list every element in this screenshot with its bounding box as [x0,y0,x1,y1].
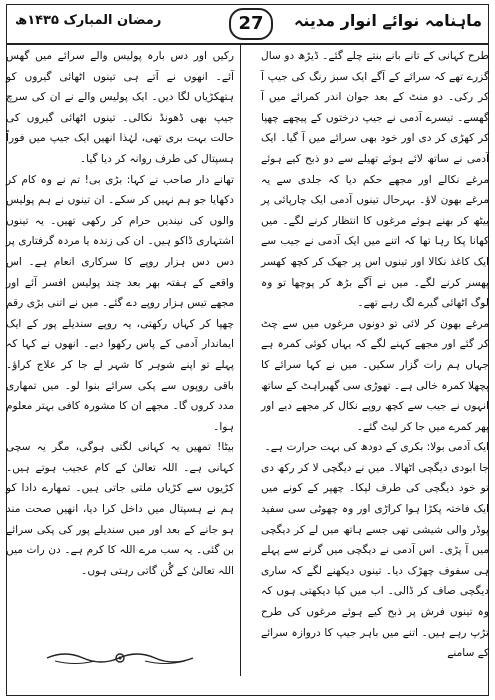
page-number: 27 [229,8,273,40]
column-left [6,46,234,581]
paragraph: رکیں اور دس بارہ پولیس والے سرائے میں گھس آئے۔ انھوں نے آتے ہی تینوں اٹھائی گیروں کو ہتھکڑیاں لگا دیں۔ ایک پولیس والے نے ان کی سرچ جیپ بھی ڈھونڈ نکالی۔ تینوں اٹھائی گیروں کی حالت بہت بری تھی، لہٰذا انھیں ایک جیپ میں فوراً ہسپتال کی طرف روانہ کر دیا گیا۔ [6,50,234,165]
end-ornament-icon [40,648,200,668]
column-divider [240,44,241,676]
paragraph: طرح کہانی کے تانے بانے بنتے چلے گئے۔ ڈیڑھ دو سال گزرے تھے کہ سرائے کے آگے ایک سبز رنگ کی جیپ آ کر رکی۔ دو منٹ کے بعد جوان اندر کمرائے میں آ گھسے۔ تیسرے آدمی نے جیپ درختوں کے پیچھے چھپا کر کھڑی کر دی اور خود بھی سرائے میں آ گیا۔ ایک آدمی نے ساتھ لائے ہوئے تھیلے سے دو ذبح کیے ہوئے مرغے نکالے اور مجھے حکم دیا کہ جلدی سے یہ مرغے بھون لاؤ۔ بہرحال تینوں آدمی ایک چارپائی پر بیٹھ کر بھنے ہوئے مرغوں کا انتظار کرنے لگے۔ میں کھانا پکا رہا تھا کہ اتنے میں ایک آدمی نے جیب سے ایک کاغذ نکالا اور تینوں اس پر جھک کر کچھ کھسر پھسر کرنے لگے۔ میں نے آگے بڑھ کر پوچھا تو وہ لوگ اٹھائی گیرے لگ رہے تھے۔ [261,50,489,310]
paragraph: بیٹا! تمھیں یہ کہانی لگتی ہوگی، مگر یہ سچی کہانی ہے۔ اللہ تعالیٰ کے کام عجیب ہوتے ہیں۔ کڑیوں سے کڑیاں ملتی جاتی ہیں۔ تمھارے دادا کو ہم نے ہسپتال میں داخل کرا دیا، انھیں صحت مند ہو جانے کے بعد اور میں سندیلے پور کی پکی سرائے بن گئی۔ یہ سب مرے اللہ کا کرم ہے۔ دن رات میں اللہ تعالیٰ کے گُن گاتی رہتی ہوں۔ [6,441,234,577]
paragraph: تھانے دار صاحب نے کہا: بڑی بی! تم نے وہ کام کر دکھایا جو ہم نہیں کر سکے۔ ان تینوں نے ہم پولیس والوں کی نیندیں حرام کر رکھی تھیں۔ یہ تینوں اشتہاری ڈاکو ہیں۔ ان کی زندہ یا مردہ گرفتاری پر دس دس ہزار روپے کا سرکاری انعام ہے۔ اس واقعے کے ہفتہ بھر بعد چند پولیس افسر آئے اور مجھے تیس ہزار روپے دے گئے۔ میں نے اتنی بڑی رقم چھپا کر کہاں رکھتی، یہ روپے سندیلے پور کے ایک ایماندار آدمی کے پاس رکھوا دیے۔ انھوں نے کہا کہ پہلے تو اپنے شوہر کا شہر لے جا کر علاج کراؤ۔ باقی روپوں سے پکی سرائے بنوا لو۔ میں تمھاری مدد کروں گا۔ مجھے ان کا مشورہ کافی بہتر معلوم ہوا۔ [6,173,234,433]
magazine-title: ماہنامہ نوائے انوار مدینہ [293,11,482,30]
paragraph: مرغے بھون کر لائی تو دونوں مرغوں میں سے چٹ کر گئے اور مجھے کہنے لگے کہ یہاں کوئی کمرہ ہے جہاں ہم رات گزار سکیں۔ میں نے کہا سرائے کا پچھلا کمرہ خالی ہے۔ تھوڑی سی گھبراہٹ کے ساتھ انہوں نے جیب سے کچھ روپے نکال کر مجھے دیے اور پھر کمرے میں جا کر لیٹ گئے۔ [261,317,489,433]
column-right [261,46,489,664]
page-header [7,5,488,45]
paragraph: ایک آدمی بولا: بکری کے دودھ کی بہت حرارت ہے۔ [264,441,489,454]
issue-date: رمضان المبارک ۱۴۳۵ھ [15,13,162,28]
paragraph: جا ابودی دیگچی اٹھالا۔ میں نے دیگچی لا کر رکھ دی تو خود دیگچی کی طرف لپکا۔ چھپر کے کونے میں ایک فاختہ پکڑا ہوا کراڑی اور وہ چھوٹی سی سفید پوڈر والی شیشی تھی جسے ہاتھ میں لے کر دیگچی میں آ پڑی۔ اس آدمی نے دیگچی میں گرنے سے پہلے ہی سفوف چھڑک دیا۔ تینوں دیکھنے لگے کہ ساری دیگچی صاف کر ڈالی۔ اب میں کیا دیکھتی ہوں کہ وہ تینوں فرش پر ذبح کیے ہوئے مرغوں کی طرح تڑپ رہے ہیں۔ اتنے میں باہر جیپ کا دروازہ سرائے کے سامنے [261,461,489,660]
